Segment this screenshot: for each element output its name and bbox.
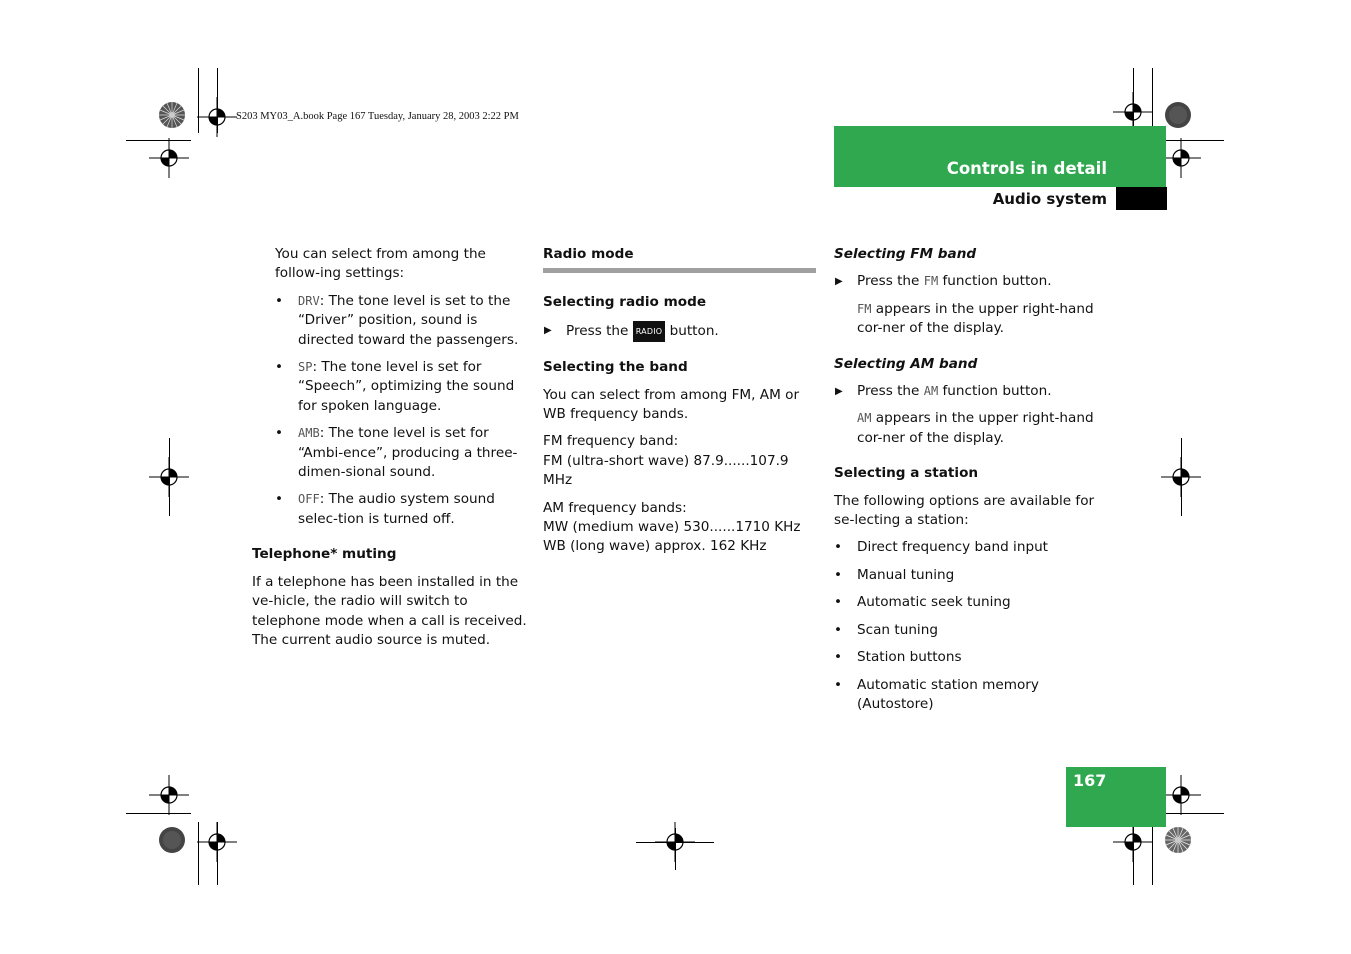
registration-wheel-icon [158,101,186,129]
list-item: • Automatic seek tuning [834,594,1011,611]
crop-mark [169,438,170,516]
am-band: AM frequency bands: MW (medium wave) 530......1710 KHz WB (long wave) approx. 162 KHz [543,499,801,555]
radio-key-icon: RADIO [633,321,666,342]
fm-heading: Selecting FM band [834,246,977,262]
band-text: You can select from among FM, AM or WB frequency bands. [543,386,800,423]
registration-wheel-icon [1164,101,1192,129]
band-heading: Selecting the band [543,359,688,376]
registration-target-icon [1161,138,1201,178]
intro-text: You can select from among the follow-ing settings: [275,246,486,282]
registration-target-icon [197,97,237,137]
crop-mark [675,828,676,870]
telephone-text: If a telephone has been installed in the ve-hicle, the radio will switch to telephone mode when a call is received. The current audio source is muted. [252,573,527,648]
list-item: • Direct frequency band input [834,539,1049,556]
section-title: Controls in detail [946,159,1107,178]
step: ▶ Press the RADIO button. [543,321,816,342]
step: ▶ Press the FM function button. [834,272,1114,291]
section-header [834,126,1166,187]
select-mode-heading: Selecting radio mode [543,294,707,311]
registration-target-icon [149,775,189,815]
registration-target-icon [1161,775,1201,815]
am-result: AM appears in the upper right-hand cor-ner of the display. [857,410,1094,446]
registration-target-icon [149,138,189,178]
registration-wheel-icon [1164,826,1192,854]
list-item: • DRV: The tone level is set to the “Driver” position, sound is directed toward the passengers. [275,292,519,348]
list-item: • AMB: The tone level is set for “Ambi-ence”, producing a three-dimen-sional sound. [275,425,518,481]
am-heading: Selecting AM band [834,355,978,372]
radio-mode-title: Radio mode [543,246,634,262]
fm-band: FM frequency band: FM (ultra-short wave) 87.9......107.9 MHz [543,433,789,489]
page-number-box [1066,767,1166,827]
subsection-title: Audio system [992,190,1107,208]
title-rule [543,268,816,273]
column-2 [543,245,816,565]
header-tab [1116,187,1167,210]
list-item: • Station buttons [834,649,962,666]
list-item: • Automatic station memory (Autostore) [834,676,1039,712]
page-number: 167 [1073,771,1107,790]
crop-mark [1181,438,1182,516]
registration-target-icon [197,822,237,862]
list-item: • Manual tuning [834,566,955,583]
list-item: • SP: The tone level is set for “Speech”, optimizing the sound for spoken language. [275,359,515,414]
fm-result: FM appears in the upper right-hand cor-ner of the display. [857,300,1094,337]
list-item: • OFF: The audio system sound selec-tion is turned off. [275,491,495,527]
column-1 [252,245,530,658]
print-info: S203 MY03_A.book Page 167 Tuesday, January 28, 2003 2:22 PM [236,111,519,122]
registration-wheel-icon [158,826,186,854]
arrow-right-icon: ▶ [835,276,843,288]
telephone-heading: Telephone* muting [252,546,397,563]
column-3 [834,245,1114,722]
station-intro: The following options are available for se-lecting a station: [834,492,1095,529]
list-item: • Scan tuning [834,621,938,638]
arrow-right-icon: ▶ [544,324,552,336]
arrow-right-icon: ▶ [835,386,843,398]
registration-target-icon [1113,822,1153,862]
step: ▶ Press the AM function button. [834,382,1114,401]
station-heading: Selecting a station [834,465,979,482]
